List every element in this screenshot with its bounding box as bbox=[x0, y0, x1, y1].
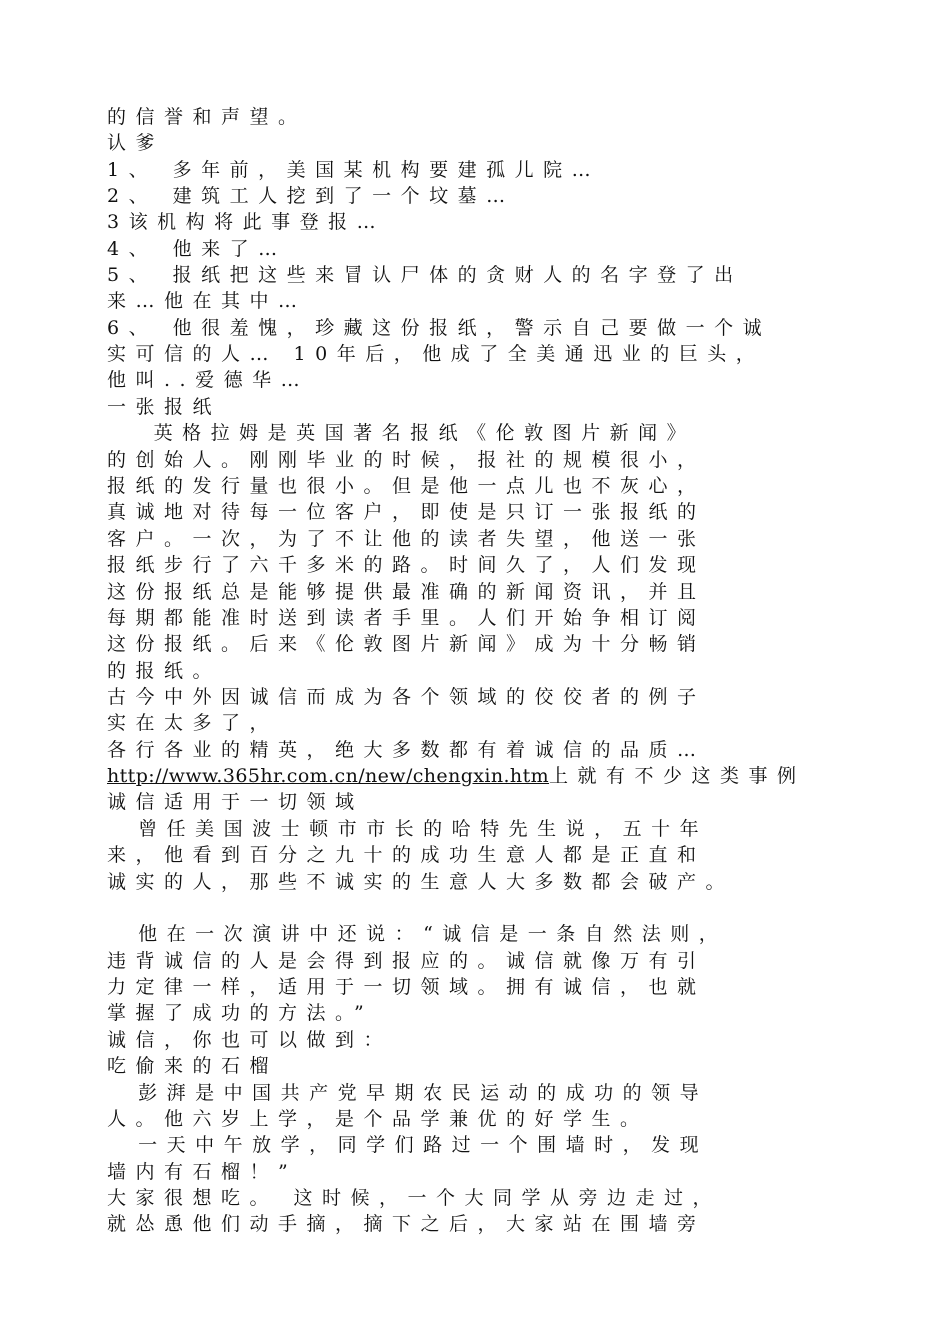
link-line bbox=[107, 764, 867, 788]
list-item: 1、 多年前，美国某机构要建孤儿院… bbox=[107, 159, 601, 181]
text-line: 每期都能准时送到读者手里。人们开始争相订阅 bbox=[107, 607, 706, 629]
list-item: 3该机构将此事登报… bbox=[107, 211, 386, 233]
list-item: 2、 建筑工人挖到了一个坟墓… bbox=[107, 185, 515, 207]
text-line: 彭湃是中国共产党早期农民运动的成功的领导 bbox=[107, 1082, 709, 1104]
text-line: 实可信的人… 10年后，他成了全美通迅业的巨头， bbox=[107, 343, 765, 365]
text-line: 客户。一次，为了不让他的读者失望，他送一张 bbox=[107, 528, 706, 550]
text-line: 诚信，你也可以做到： bbox=[107, 1029, 393, 1051]
text-line: 真诚地对待每一位客户，即使是只订一张报纸的 bbox=[107, 501, 706, 523]
text-line: 古今中外因诚信而成为各个领域的佼佼者的例子 bbox=[107, 686, 706, 708]
text-line: 来…他在其中… bbox=[107, 290, 307, 312]
text-line: 实在太多了， bbox=[107, 712, 279, 734]
text-line: 英格拉姆是英国著名报纸《伦敦图片新闻》 bbox=[107, 422, 696, 444]
section-heading: 吃偷来的石榴 bbox=[107, 1055, 279, 1077]
text-line: 来，他看到百分之九十的成功生意人都是正直和 bbox=[107, 844, 706, 866]
text-line: 他在一次演讲中还说：“诚信是一条自然法则， bbox=[107, 923, 728, 945]
section-heading: 诚信适用于一切领域 bbox=[107, 791, 364, 813]
text-line: 他叫..爱德华… bbox=[107, 369, 310, 391]
section-heading: 认爹 bbox=[107, 132, 165, 154]
list-item: 6、 他很羞愧，珍藏这份报纸，警示自己要做一个诚 bbox=[107, 317, 772, 339]
text-line: 大家很想吃。 这时候，一个大同学从旁边走过， bbox=[107, 1187, 722, 1209]
text-line: 报纸步行了六千多米的路。时间久了，人们发现 bbox=[107, 554, 706, 576]
text-line: 力定律一样，适用于一切领域。拥有诚信，也就 bbox=[107, 976, 706, 998]
text-line: 曾任美国波士顿市市长的哈特先生说，五十年 bbox=[107, 818, 709, 840]
text-line: 的信誉和声望。 bbox=[107, 106, 307, 128]
section-heading: 一张报纸 bbox=[107, 396, 222, 418]
text-line: 诚实的人，那些不诚实的生意人大多数都会破产。 bbox=[107, 871, 735, 893]
text-line: 各行各业的精英，绝大多数都有着诚信的品质… bbox=[107, 739, 706, 761]
text-line: 墙内有石榴！” bbox=[107, 1161, 298, 1183]
text-line: 掌握了成功的方法。” bbox=[107, 1002, 374, 1024]
text-line: 的报纸。 bbox=[107, 660, 222, 682]
text-line: 一天中午放学，同学们路过一个围墙时，发现 bbox=[107, 1134, 709, 1156]
text-line: 这份报纸总是能够提供最准确的新闻资讯，并且 bbox=[107, 581, 706, 603]
chengxin-link[interactable]: http://www.365hr.com.cn/new/chengxin.htm bbox=[107, 765, 550, 787]
link-suffix-text: 上就有不少这类事例 bbox=[549, 765, 806, 787]
text-line: 就怂恿他们动手摘，摘下之后，大家站在围墙旁 bbox=[107, 1213, 706, 1235]
list-item: 4、 他来了… bbox=[107, 238, 287, 260]
text-line: 人。他六岁上学，是个品学兼优的好学生。 bbox=[107, 1108, 649, 1130]
text-line: 的创始人。刚刚毕业的时候，报社的规模很小， bbox=[107, 449, 706, 471]
blank-line bbox=[107, 896, 867, 920]
text-line: 违背诚信的人是会得到报应的。诚信就像万有引 bbox=[107, 950, 706, 972]
text-line: 报纸的发行量也很小。但是他一点儿也不灰心， bbox=[107, 475, 706, 497]
list-item: 5、 报纸把这些来冒认尸体的贪财人的名字登了出 bbox=[107, 264, 743, 286]
text-line: 这份报纸。后来《伦敦图片新闻》成为十分畅销 bbox=[107, 633, 706, 655]
